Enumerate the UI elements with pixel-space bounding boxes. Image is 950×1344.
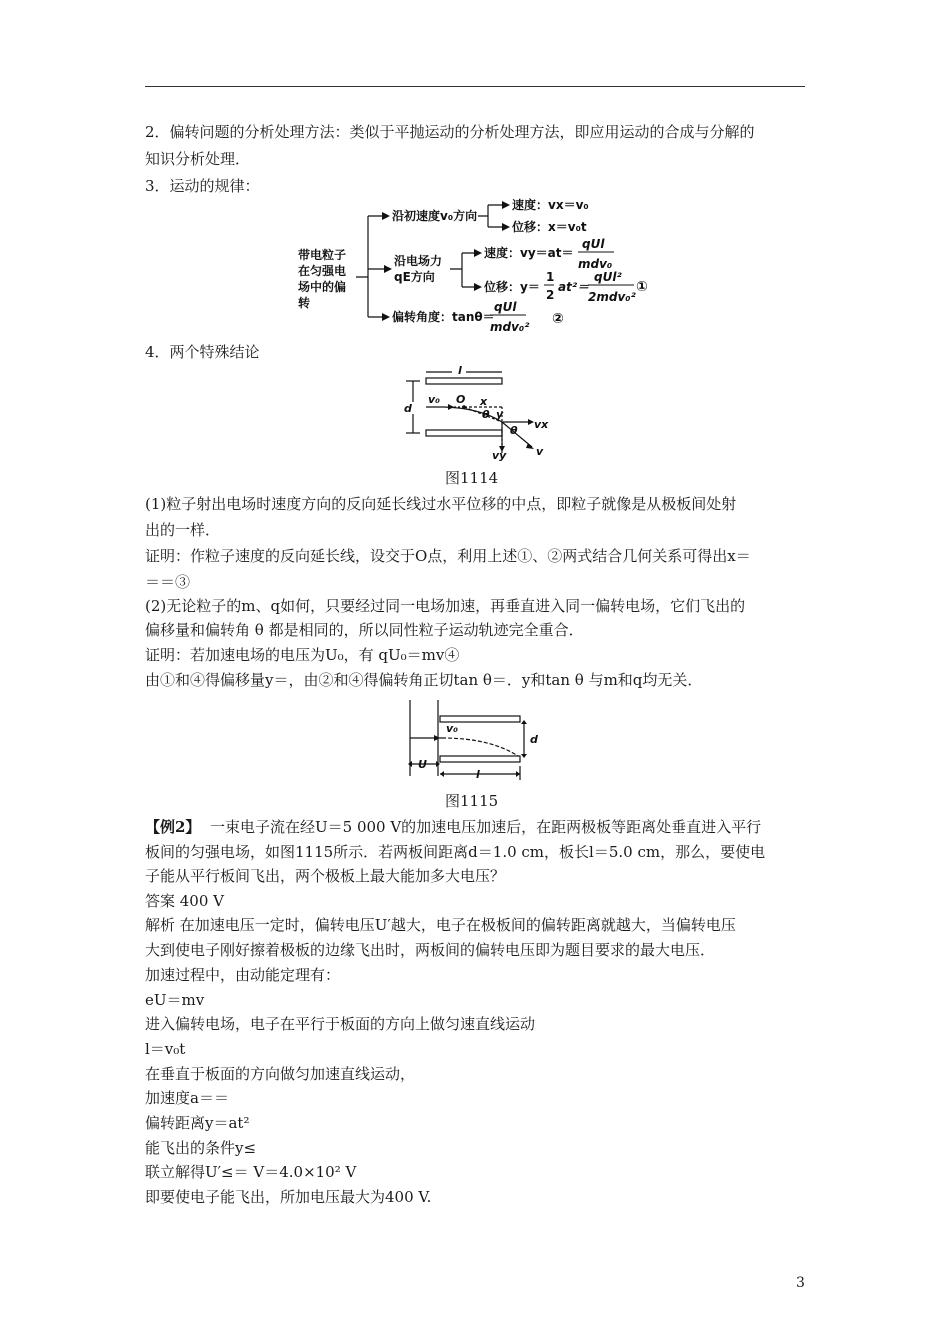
text-line: eU＝mv <box>145 991 205 1009</box>
label-theta-2: θ <box>510 424 518 437</box>
figure-caption: 图1115 <box>445 792 499 810</box>
figure-caption: 图1114 <box>445 469 499 487</box>
label-v0: v₀ <box>428 393 440 406</box>
branch-electric-force-2: qE方向 <box>394 270 435 284</box>
y-formula-mid: at²＝ <box>558 280 590 294</box>
label-l: l <box>458 364 462 377</box>
root-line-4: 转 <box>298 296 311 310</box>
label-vx: vx <box>534 418 549 431</box>
text-line: 加速度a＝＝ <box>145 1089 229 1107</box>
half-numerator: 1 <box>546 270 555 284</box>
text-line: 解析 在加速电压一定时，偏转电压U′越大，电子在极板间的偏转距离就越大，当偏转电压 <box>145 916 736 934</box>
text-line: 证明：若加速电场的电压为U₀，有 qU₀＝mv④ <box>145 646 460 664</box>
text-line: (1)粒子射出电场时速度方向的反向延长线过水平位移的中点，即粒子就像是从极板间处射 <box>145 495 737 513</box>
label-y: y <box>496 408 504 421</box>
label-d: d <box>530 733 538 746</box>
root-line-3: 场中的偏 <box>298 280 347 294</box>
text-line: 偏移量和偏转角 θ 都是相同的，所以同性粒子运动轨迹完全重合． <box>145 621 584 639</box>
label-vy: vy <box>492 449 507 462</box>
marker-1: ① <box>636 279 648 295</box>
marker-2: ② <box>552 311 564 327</box>
answer-line: 答案 400 V <box>145 892 224 910</box>
page-number: 3 <box>796 1275 805 1291</box>
x-formula: 位移：x＝v₀t <box>512 220 587 234</box>
text-line: 能飞出的条件y≤ <box>145 1139 257 1157</box>
text-line: 一束电子流在经U＝5 000 V的加速电压加速后，在距两极板等距离处垂直进入平行 <box>209 818 762 836</box>
branch-initial-velocity: 沿初速度v₀方向 <box>392 209 478 223</box>
label-v0: v₀ <box>446 722 458 735</box>
tan-numerator: qUl <box>494 300 517 314</box>
example-2-first-line <box>145 817 761 837</box>
label-O: O <box>456 393 466 406</box>
figure-1114 <box>400 362 560 462</box>
label-l: l <box>476 768 480 781</box>
text-line: 板间的匀强电场，如图1115所示．若两板间距离d＝1.0 cm，板长l＝5.0 cm，那么，要使电 <box>145 843 766 861</box>
text-line: (2)无论粒子的m、q如何，只要经过同一电场加速，再垂直进入同一偏转电场，它们飞出的 <box>145 597 746 615</box>
text-line: 2．偏转问题的分析处理方法：类似于平抛运动的分析处理方法，即应用运动的合成与分解的 <box>145 123 755 141</box>
vy-numerator: qUl <box>582 237 605 251</box>
label-theta-1: θ <box>482 408 490 421</box>
label-U: U <box>418 758 427 771</box>
tan-denominator: mdv₀² <box>490 320 530 334</box>
text-line: 子能从平行板间飞出，两个极板上最大能加多大电压？ <box>145 867 506 885</box>
branch-electric-force-1: 沿电场力 <box>394 254 443 268</box>
vy-formula: 速度：vy＝at＝ <box>484 246 574 260</box>
text-line: 进入偏转电场，电子在平行于板面的方向上做匀速直线运动 <box>145 1015 536 1033</box>
text-line: l＝v₀t <box>145 1040 186 1058</box>
text-line: 由①和④得偏移量y＝，由②和④得偏转角正切tan θ＝．y和tan θ 与m和q均无关． <box>145 671 703 689</box>
text-line: 偏转距离y＝at² <box>145 1114 250 1132</box>
y-formula: 位移：y＝ <box>484 280 540 294</box>
text-line: ＝＝③ <box>145 573 191 591</box>
header-rule <box>145 86 805 87</box>
text-line: 证明：作粒子速度的反向延长线，设交于O点，利用上述①、②两式结合几何关系可得出x＝ <box>145 547 751 565</box>
text-line: 联立解得U′≤＝ V＝4.0×10² V <box>145 1163 357 1181</box>
text-line: 大到使电子刚好擦着极板的边缘飞出时，两板间的偏转电压即为题目要求的最大电压． <box>145 941 716 959</box>
label-d: d <box>404 402 412 415</box>
y-numerator: qUl² <box>594 270 622 284</box>
text-line: 在垂直于板面的方向做匀加速直线运动， <box>145 1065 416 1083</box>
label-v: v <box>536 445 544 458</box>
label-x: x <box>480 395 488 408</box>
text-line: 4．两个特殊结论 <box>145 343 260 361</box>
root-line-2: 在匀强电 <box>298 264 347 278</box>
vy-denominator: mdv₀ <box>578 257 613 271</box>
vx-formula: 速度：vx＝v₀ <box>512 198 589 212</box>
text-line: 加速过程中，由动能定理有： <box>145 966 341 984</box>
branch-deflection-angle: 偏转角度：tanθ＝ <box>392 310 495 324</box>
y-denominator: 2mdv₀² <box>588 290 636 304</box>
root-line-1: 带电粒子 <box>298 248 347 262</box>
figure-1115 <box>400 696 560 784</box>
text-line: 3．运动的规律： <box>145 177 260 195</box>
half-denominator: 2 <box>546 288 555 302</box>
text-line: 知识分析处理． <box>145 150 251 168</box>
motion-law-diagram <box>290 195 690 335</box>
example-label: 【例2】 <box>145 818 201 836</box>
text-line: 出的一样． <box>145 521 221 539</box>
text-line: 即要使电子能飞出，所加电压最大为400 V. <box>145 1188 432 1206</box>
